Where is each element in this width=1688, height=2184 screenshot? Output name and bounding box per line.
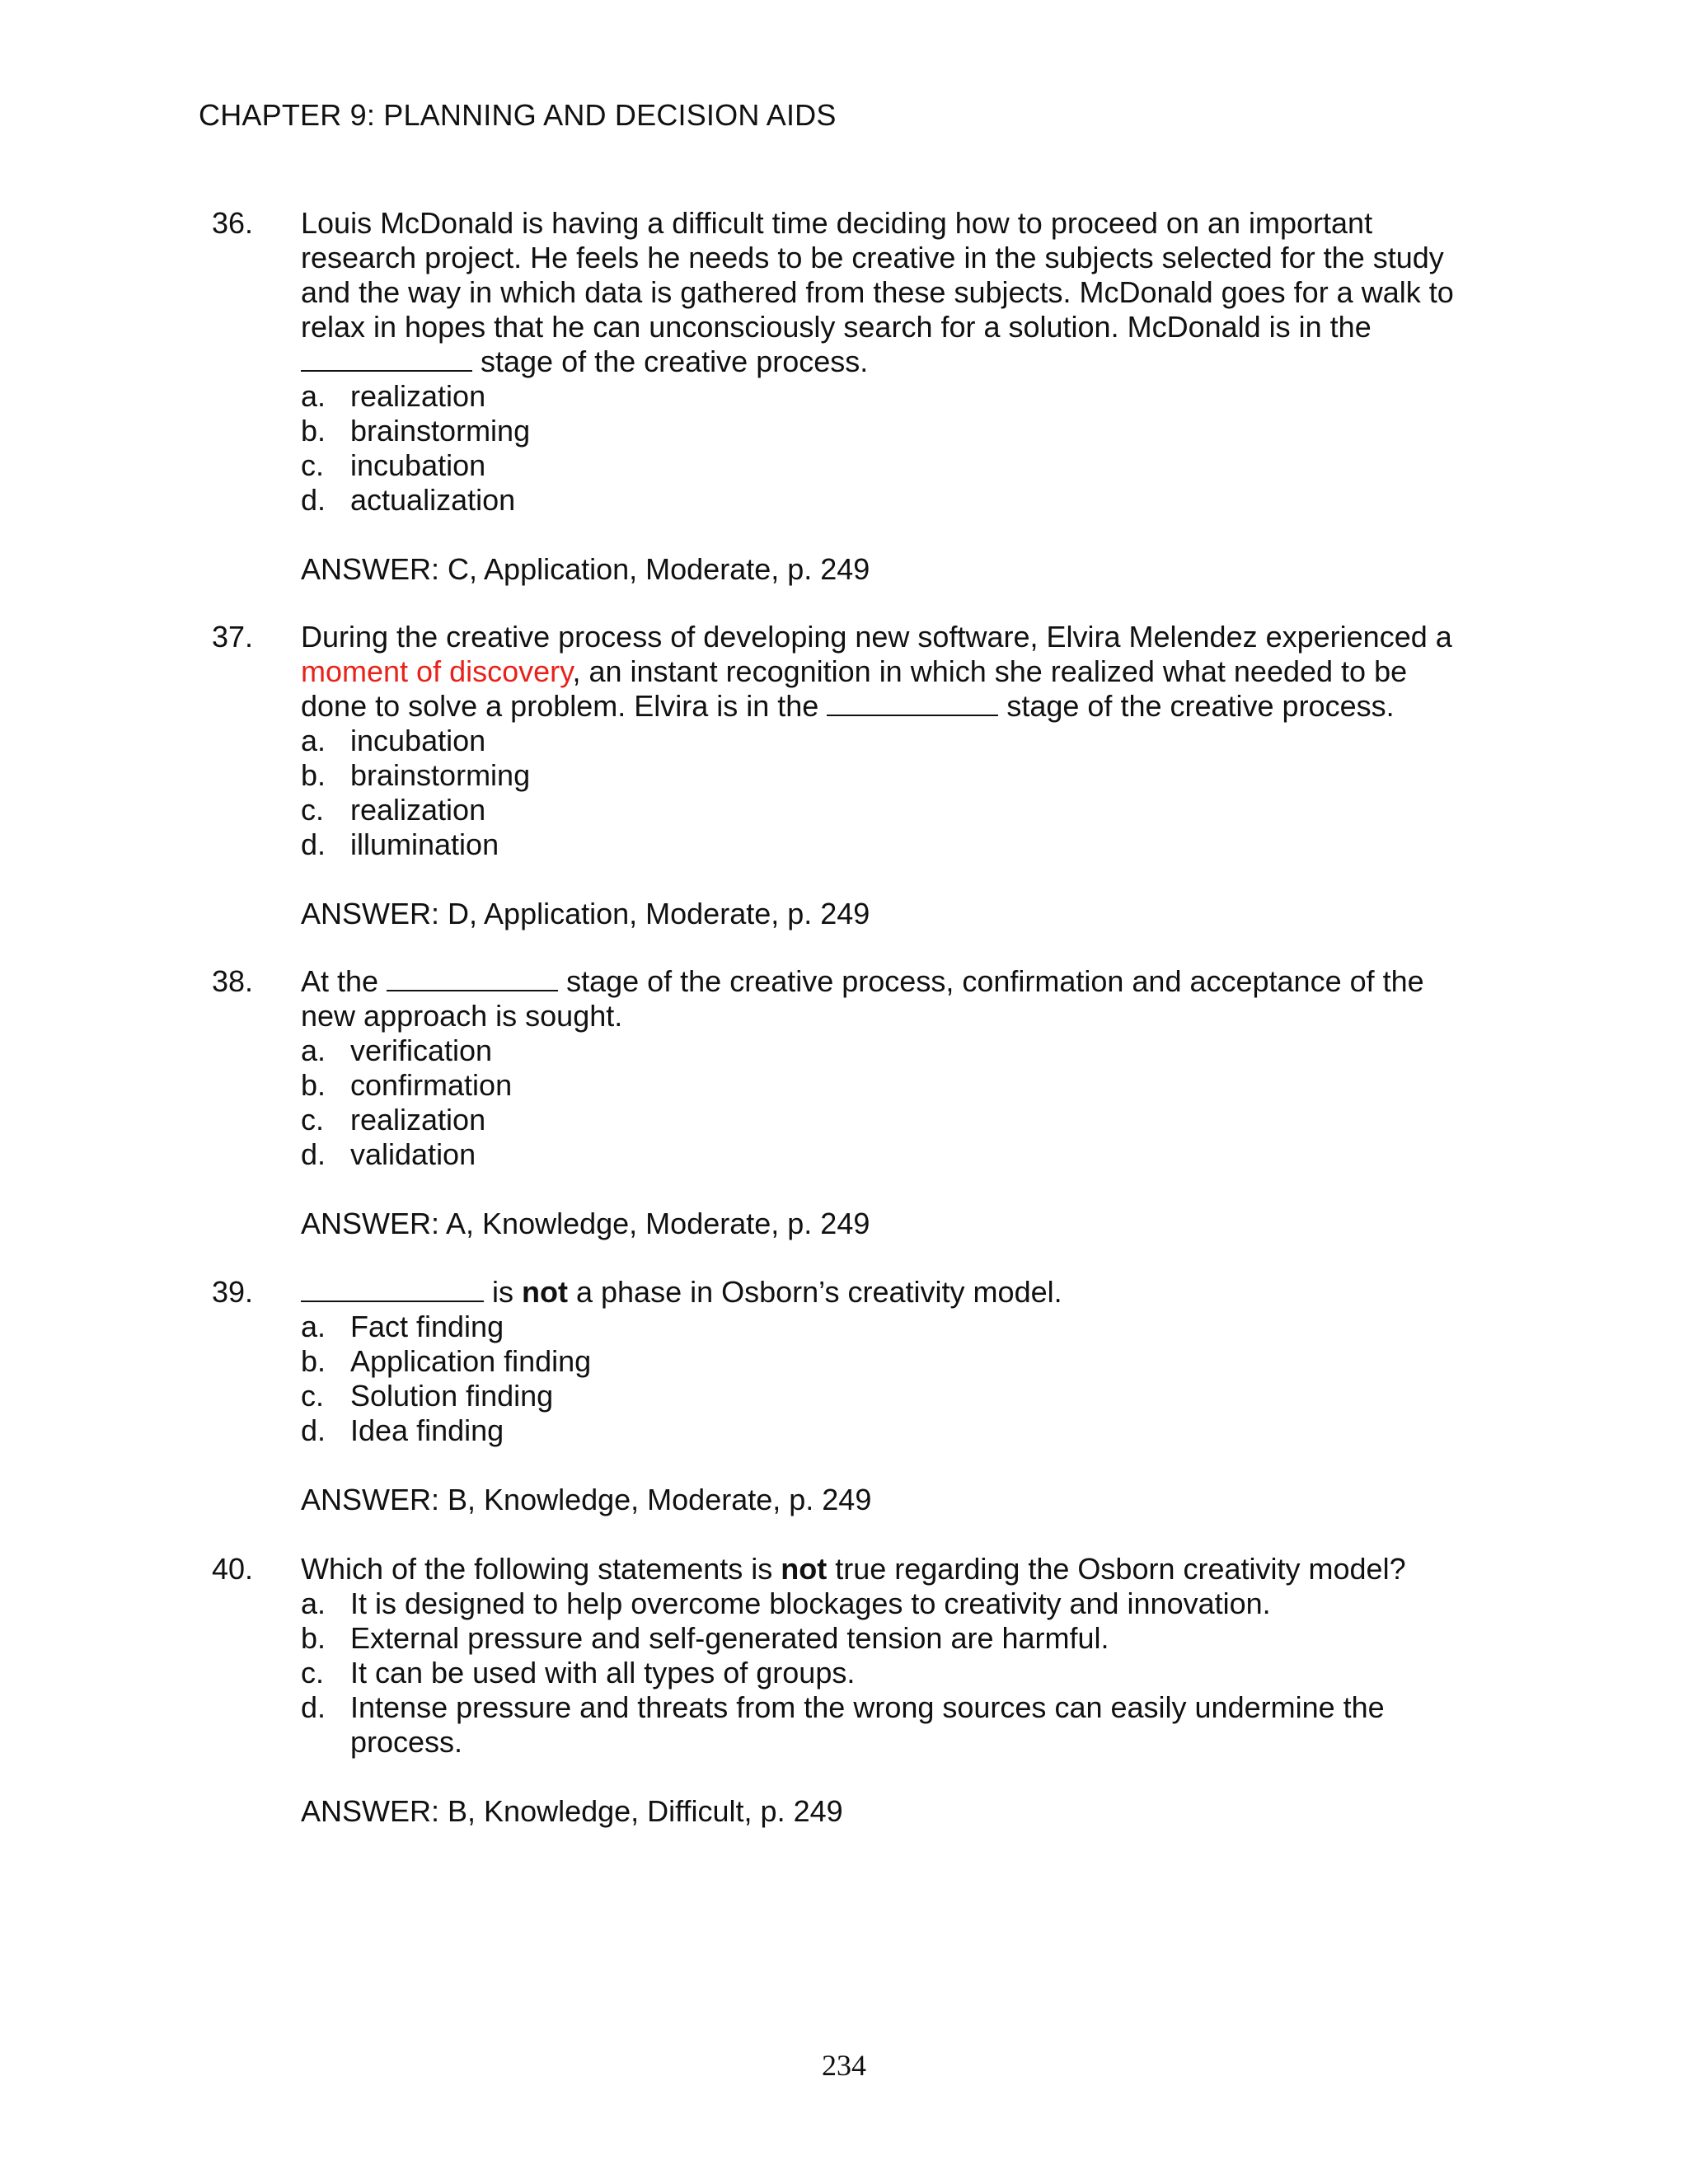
option-d — [301, 483, 1504, 518]
option-c — [301, 1656, 1504, 1690]
option-list — [301, 1586, 1504, 1760]
option-list — [301, 1033, 1504, 1172]
question-text-fragment: stage of the creative process. — [998, 689, 1395, 723]
question-text-line: research project. He feels he needs to be creative in the subjects selected for the study — [301, 241, 1444, 274]
option-text: It can be used with all types of groups. — [350, 1656, 856, 1690]
option-a — [301, 724, 1504, 758]
question-number: 38. — [212, 964, 254, 998]
option-c — [301, 448, 1504, 483]
option-a — [301, 379, 1504, 414]
option-letter: c. — [301, 1379, 325, 1413]
option-letter: c. — [301, 448, 325, 482]
option-text-continued: process. — [350, 1725, 463, 1759]
option-letter: b. — [301, 1344, 326, 1378]
option-letter: d. — [301, 827, 326, 861]
option-letter: c. — [301, 1656, 325, 1690]
option-text: actualization — [350, 483, 516, 517]
question-text — [301, 206, 1504, 379]
question-text-fragment: true regarding the Osborn creativity model? — [827, 1552, 1406, 1586]
question-text — [301, 1275, 1504, 1310]
option-b — [301, 1621, 1504, 1656]
option-letter: a. — [301, 1310, 326, 1343]
page-number: 234 — [822, 2049, 866, 2082]
option-text: It is designed to help overcome blockages to creativity and innovation. — [350, 1586, 1271, 1620]
option-letter: b. — [301, 758, 326, 792]
highlighted-term: moment of discovery — [301, 654, 573, 688]
question-text-line — [301, 1552, 1504, 1586]
option-d — [301, 1137, 1504, 1172]
question-text-line: and the way in which data is gathered from these subjects. McDonald goes for a walk to — [301, 275, 1454, 309]
question-body — [301, 1552, 1504, 1829]
question-text-fragment: stage of the creative process. — [472, 344, 869, 378]
answer-blank — [387, 965, 558, 991]
option-text: verification — [350, 1033, 493, 1067]
answer-key: ANSWER: C, Application, Moderate, p. 249 — [301, 552, 870, 586]
option-d — [301, 827, 1504, 862]
option-letter: b. — [301, 1621, 326, 1655]
question-text-line — [301, 1275, 1504, 1310]
option-letter: b. — [301, 1068, 326, 1102]
option-b — [301, 758, 1504, 793]
question-text-line — [301, 344, 1504, 379]
option-a — [301, 1033, 1504, 1068]
question-text-line: new approach is sought. — [301, 999, 623, 1033]
option-letter: a. — [301, 1586, 326, 1620]
answer-key: ANSWER: D, Application, Moderate, p. 249 — [301, 897, 870, 930]
question-body — [301, 964, 1504, 1241]
option-text: Fact finding — [350, 1310, 504, 1343]
option-b — [301, 1344, 1504, 1379]
option-letter: a. — [301, 379, 326, 413]
option-letter: d. — [301, 1690, 326, 1724]
question-text-fragment: Which of the following statements is — [301, 1552, 781, 1586]
answer-key: ANSWER: B, Knowledge, Difficult, p. 249 — [301, 1794, 843, 1828]
answer-blank — [827, 690, 998, 716]
question-text-line — [301, 964, 1504, 999]
question-text-fragment: stage of the creative process, confirmation and acceptance of the — [558, 964, 1424, 998]
option-list — [301, 724, 1504, 862]
option-text: realization — [350, 379, 486, 413]
option-letter: b. — [301, 414, 326, 448]
option-d — [301, 1690, 1504, 1760]
option-b — [301, 1068, 1504, 1103]
option-letter: c. — [301, 1103, 325, 1137]
option-c — [301, 793, 1504, 827]
option-text: realization — [350, 793, 486, 827]
option-text: incubation — [350, 724, 486, 757]
option-text: validation — [350, 1137, 476, 1171]
option-list — [301, 1310, 1504, 1448]
option-list — [301, 379, 1504, 518]
question-text-line: Louis McDonald is having a difficult time deciding how to proceed on an important — [301, 206, 1373, 240]
option-c — [301, 1103, 1504, 1137]
question-text-fragment: is — [484, 1275, 523, 1309]
option-text: confirmation — [350, 1068, 513, 1102]
answer-key: ANSWER: B, Knowledge, Moderate, p. 249 — [301, 1483, 872, 1516]
option-text: Intense pressure and threats from the wrong sources can easily undermine the — [350, 1690, 1385, 1724]
option-text: incubation — [350, 448, 486, 482]
question-number: 36. — [212, 206, 254, 240]
question-body — [301, 620, 1504, 931]
option-text: External pressure and self-generated tension are harmful. — [350, 1621, 1109, 1655]
answer-blank — [301, 1276, 484, 1302]
question-body — [301, 206, 1504, 587]
question-body — [301, 1275, 1504, 1517]
question-text-fragment: , an instant recognition in which she realized what needed to be — [572, 654, 1408, 688]
option-a — [301, 1310, 1504, 1344]
option-d — [301, 1413, 1504, 1448]
question-text-line: During the creative process of developing new software, Elvira Melendez experienced a — [301, 620, 1452, 654]
question-text-fragment: At the — [301, 964, 387, 998]
question-text-line — [301, 654, 1504, 689]
question-text — [301, 964, 1504, 1033]
option-letter: d. — [301, 483, 326, 517]
answer-key: ANSWER: A, Knowledge, Moderate, p. 249 — [301, 1207, 870, 1240]
question-text-fragment: a phase in Osborn’s creativity model. — [567, 1275, 1062, 1309]
emphasis-not: not — [522, 1275, 568, 1309]
option-b — [301, 414, 1504, 448]
question-text — [301, 620, 1504, 724]
option-text: brainstorming — [350, 758, 531, 792]
question-number: 39. — [212, 1275, 254, 1309]
option-letter: a. — [301, 1033, 326, 1067]
question-text — [301, 1552, 1504, 1586]
answer-blank — [301, 345, 472, 372]
option-c — [301, 1379, 1504, 1413]
option-text: Idea finding — [350, 1413, 504, 1447]
option-letter: a. — [301, 724, 326, 757]
question-text-line — [301, 689, 1504, 724]
question-number: 37. — [212, 620, 254, 654]
option-text: brainstorming — [350, 414, 531, 448]
option-text: Application finding — [350, 1344, 592, 1378]
chapter-title: CHAPTER 9: PLANNING AND DECISION AIDS — [199, 98, 837, 132]
question-number: 40. — [212, 1552, 254, 1586]
option-letter: c. — [301, 793, 325, 827]
option-letter: d. — [301, 1137, 326, 1171]
question-text-fragment: done to solve a problem. Elvira is in the — [301, 689, 828, 723]
option-text: Solution finding — [350, 1379, 554, 1413]
question-text-line: relax in hopes that he can unconsciously search for a solution. McDonald is in the — [301, 310, 1372, 344]
option-a — [301, 1586, 1504, 1621]
option-text: illumination — [350, 827, 499, 861]
option-text: realization — [350, 1103, 486, 1137]
emphasis-not: not — [781, 1552, 828, 1586]
option-letter: d. — [301, 1413, 326, 1447]
